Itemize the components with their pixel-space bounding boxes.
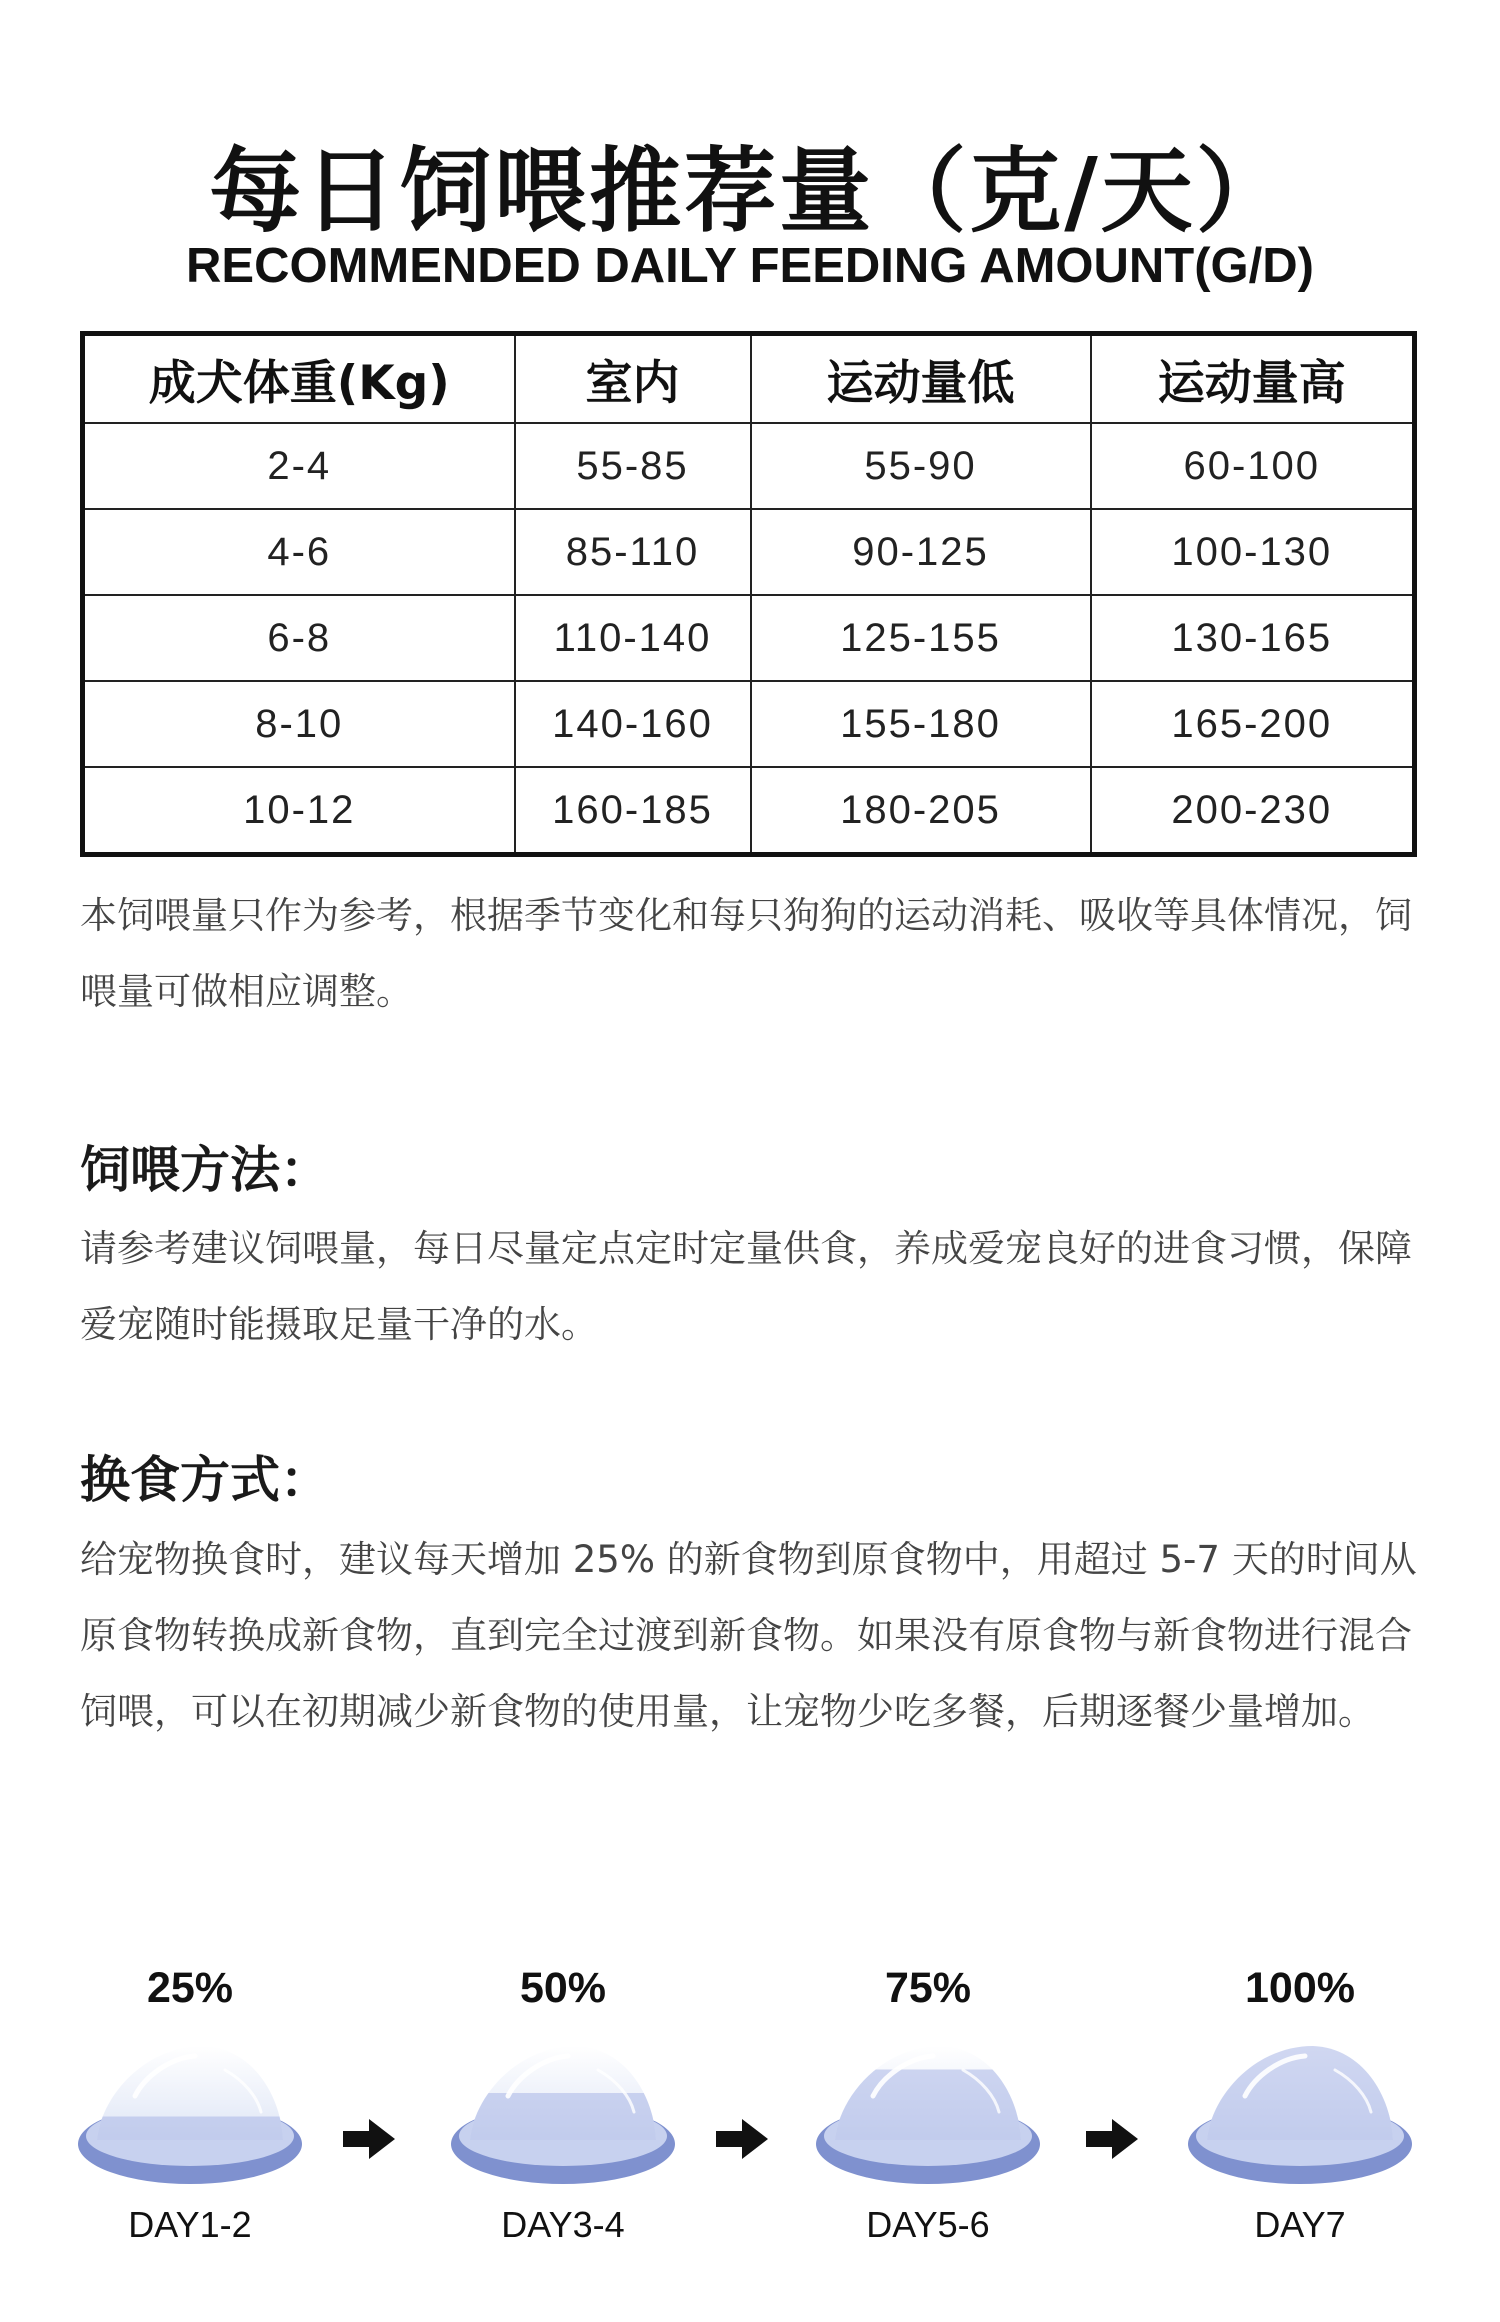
step-day: DAY7 — [1254, 2204, 1346, 2245]
header-indoor: 室内 — [515, 334, 751, 424]
table-cell: 155-180 — [751, 681, 1091, 767]
food-bowl-icon — [1185, 2036, 1415, 2186]
step-day: DAY5-6 — [866, 2204, 990, 2245]
step-day: DAY1-2 — [128, 2204, 252, 2245]
table-cell: 10-12 — [83, 767, 515, 855]
table-row — [83, 423, 1415, 509]
table-cell: 60-100 — [1091, 423, 1415, 509]
table-row — [83, 767, 1415, 855]
header-low-activity: 运动量低 — [751, 334, 1091, 424]
transition-step-2 — [443, 1958, 683, 2246]
table-row — [83, 681, 1415, 767]
step-percent: 50% — [519, 1964, 607, 2012]
table-cell: 200-230 — [1091, 767, 1415, 855]
table-row — [83, 595, 1415, 681]
food-bowl-icon — [813, 2036, 1043, 2186]
table-cell: 55-85 — [515, 423, 751, 509]
food-bowl-icon — [448, 2036, 678, 2186]
table-cell: 130-165 — [1091, 595, 1415, 681]
table-cell: 8-10 — [83, 681, 515, 767]
transition-step-4 — [1180, 1958, 1420, 2246]
table-cell: 100-130 — [1091, 509, 1415, 595]
step-percent: 25% — [146, 1964, 234, 2012]
table-cell: 110-140 — [515, 595, 751, 681]
step-day: DAY3-4 — [501, 2204, 625, 2245]
page-subtitle: RECOMMENDED DAILY FEEDING AMOUNT(G/D) — [186, 239, 1314, 293]
table-cell: 180-205 — [751, 767, 1091, 855]
header-high-activity: 运动量高 — [1091, 334, 1415, 424]
new-food-fill — [1185, 2046, 1415, 2156]
right-arrow-icon — [343, 2117, 395, 2161]
table-cell: 125-155 — [751, 595, 1091, 681]
table-cell: 2-4 — [83, 423, 515, 509]
table-cell: 85-110 — [515, 509, 751, 595]
table-note: 本饲喂量只作为参考，根据季节变化和每只狗狗的运动消耗、吸收等具体情况，饲喂量可做相应调整。 — [80, 894, 1412, 1013]
transition-step-1 — [70, 1958, 310, 2246]
table-cell: 140-160 — [515, 681, 751, 767]
transition-step-3 — [808, 1958, 1048, 2246]
table-header-row — [83, 334, 1415, 424]
feeding-method-text: 请参考建议饲喂量，每日尽量定点定时定量供食，养成爱宠良好的进食习惯，保障爱宠随时能摄取足量干净的水。 — [80, 1227, 1412, 1346]
table-cell: 55-90 — [751, 423, 1091, 509]
table-cell: 90-125 — [751, 509, 1091, 595]
header-weight: 成犬体重(Kg) — [83, 334, 515, 424]
table-cell: 6-8 — [83, 595, 515, 681]
table-row — [83, 509, 1415, 595]
table-cell: 165-200 — [1091, 681, 1415, 767]
table-cell: 160-185 — [515, 767, 751, 855]
step-percent: 75% — [884, 1964, 972, 2012]
switch-method-text: 给宠物换食时，建议每天增加 25% 的新食物到原食物中，用超过 5-7 天的时间从原食物转换成新食物，直到完全过渡到新食物。如果没有原食物与新食物进行混合饲喂，可以在初期减少新食物的使用量，让宠物少吃多餐，后期逐餐少量增加。 — [80, 1538, 1417, 1733]
page-title: 每日饲喂推荐量（克/天） — [209, 138, 1291, 245]
feeding-table — [80, 331, 1417, 857]
step-percent: 100% — [1245, 1964, 1355, 2012]
table-cell: 4-6 — [83, 509, 515, 595]
switch-method-heading: 换食方式： — [80, 1451, 330, 1509]
right-arrow-icon — [716, 2117, 768, 2161]
food-bowl-icon — [75, 2036, 305, 2186]
feeding-method-heading: 饲喂方法： — [80, 1141, 330, 1199]
right-arrow-icon — [1086, 2117, 1138, 2161]
